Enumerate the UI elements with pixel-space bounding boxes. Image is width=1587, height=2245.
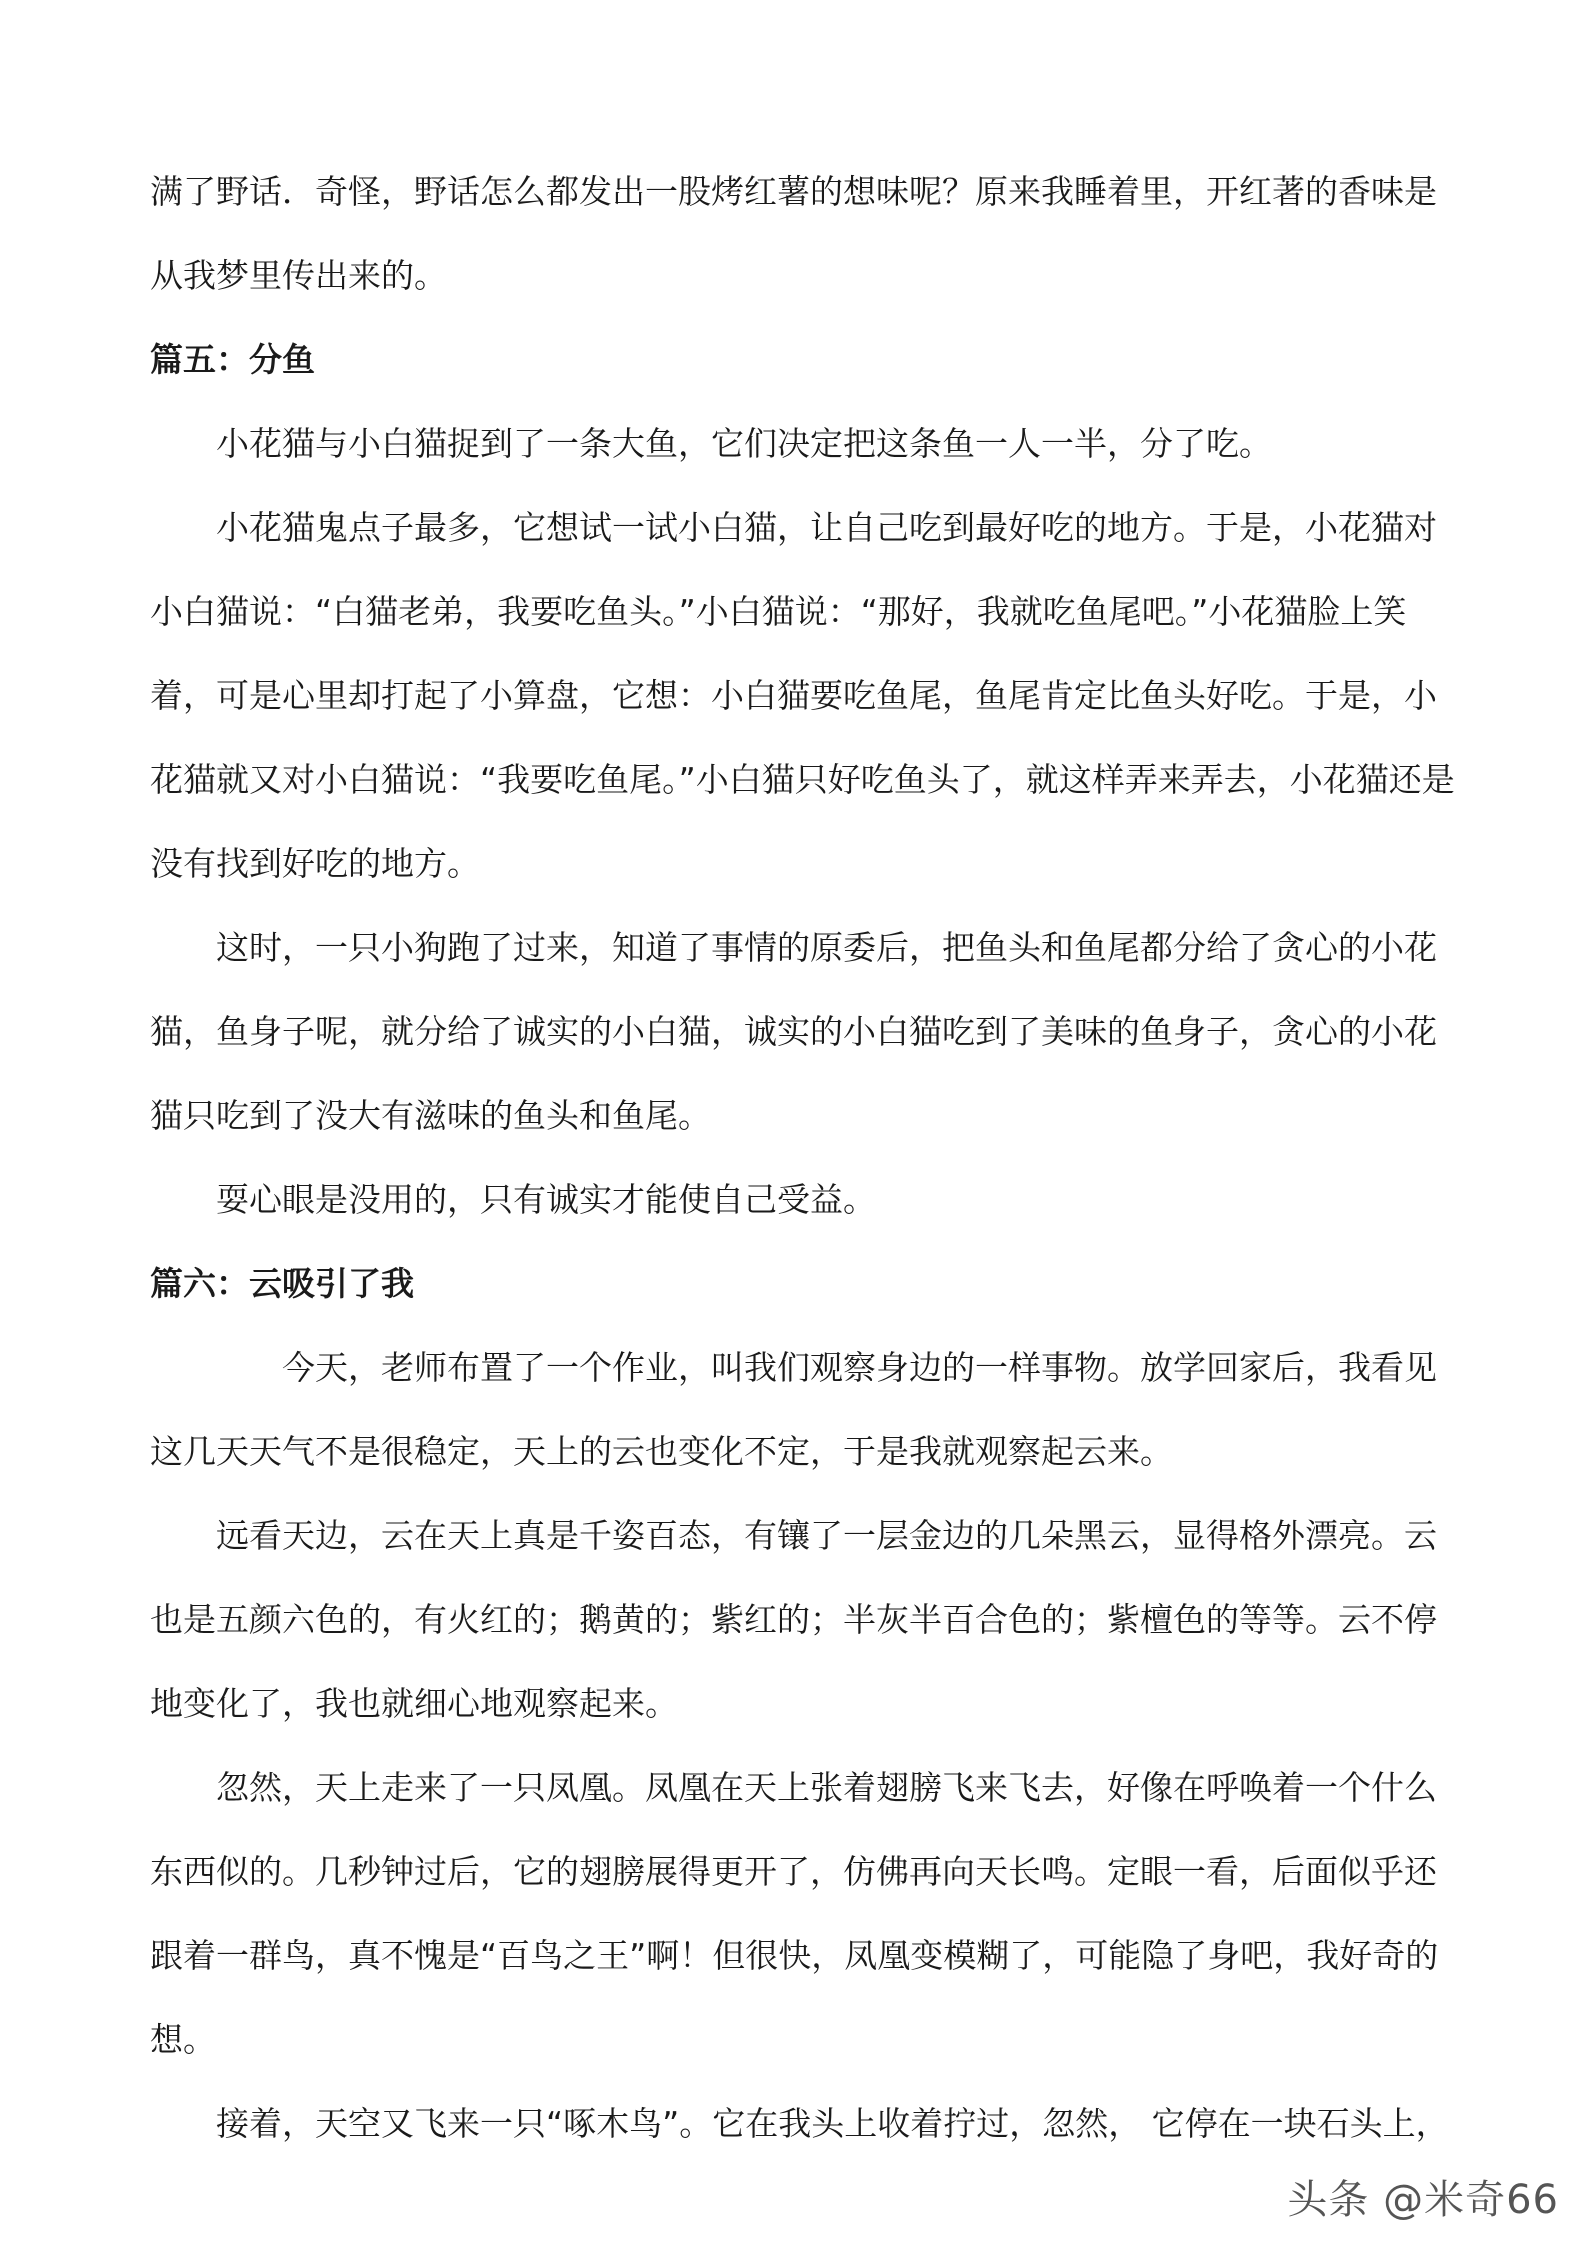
paragraph: 这时，一只小狗跑了过来，知道了事情的原委后，把鱼头和鱼尾都分给了贪心的小花猫，鱼身子呢，就分给了诚实的小白猫，诚实的小白猫吃到了美味的鱼身子，贪心的小花猫只吃到了没大有滋味的鱼头和鱼尾。 [150,928,1437,1135]
paragraph: 接着，天空又飞来一只“啄木鸟”。它在我头上收着拧过，忽然， 它停在一块石头上， [216,2104,1449,2143]
paragraph: 小花猫鬼点子最多，它想试一试小白猫，让自己吃到最好吃的地方。于是，小花猫对小白猫说：“白猫老弟，我要吃鱼头。”小白猫说：“那好，我就吃鱼尾吧。”小花猫脸上笑着，可是心里却打起了小算盘，它想：小白猫要吃鱼尾，鱼尾肯定比鱼头好吃。于是，小花猫就又对小白猫说：“我要吃鱼尾。”小白猫只好吃鱼头了，就这样弄来弄去，小花猫还是没有找到好吃的地方。 [150,508,1455,883]
paragraph: 今天，老师布置了一个作业，叫我们观察身边的一样事物。放学回家后，我看见这几天天气不是很稳定，天上的云也变化不定，于是我就观察起云来。 [150,1348,1437,1471]
section-heading-yun: 篇六：云吸引了我 [150,1264,414,1303]
watermark: 头条 @米奇66 [1287,2177,1559,2223]
paragraph-continued: 满了野话．奇怪，野话怎么都发出一股烤红薯的想味呢？原来我睡着里，开红著的香味是从我梦里传出来的。 [150,172,1437,295]
paragraph: 忽然，天上走来了一只凤凰。凤凰在天上张着翅膀飞来飞去，好像在呼唤着一个什么东西似的。几秒钟过后，它的翅膀展得更开了，仿佛再向天长鸣。定眼一看，后面似乎还跟着一群鸟，真不愧是“百鸟之王”啊！但很快，凤凰变模糊了，可能隐了身吧，我好奇的想。 [150,1768,1439,2059]
section-heading-fen-yu: 篇五：分鱼 [150,340,315,379]
document-page [150,150,1460,2166]
paragraph: 耍心眼是没用的，只有诚实才能使自己受益。 [216,1180,876,1219]
paragraph: 远看天边，云在天上真是千姿百态，有镶了一层金边的几朵黑云，显得格外漂亮。云也是五颜六色的，有火红的；鹅黄的；紫红的；半灰半百合色的；紫檀色的等等。云不停地变化了，我也就细心地观察起来。 [150,1516,1437,1723]
paragraph: 小花猫与小白猫捉到了一条大鱼，它们决定把这条鱼一人一半，分了吃。 [216,424,1272,463]
